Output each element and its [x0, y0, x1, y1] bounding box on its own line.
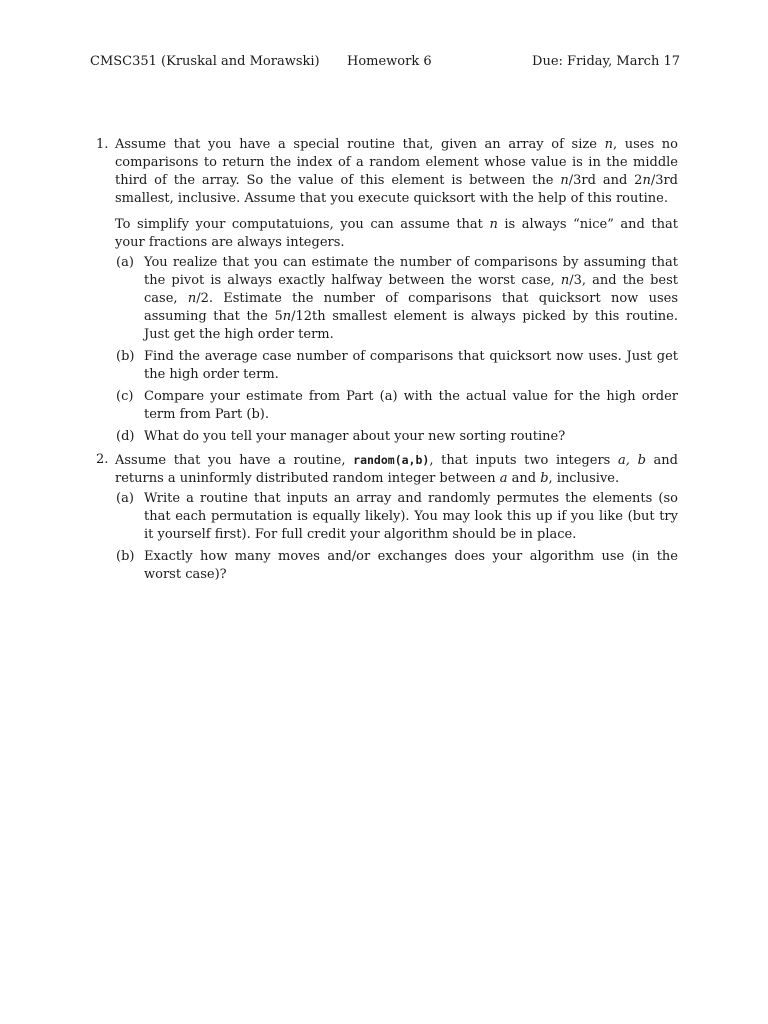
problem-number: 2. — [96, 452, 109, 467]
subpart-text: Find the average case number of comparisons that quicksort now uses. Just get the high order term. — [144, 349, 678, 382]
subpart-text: Compare your estimate from Part (a) with the actual value for the high order term from Part (b). — [144, 389, 678, 422]
subpart-c — [115, 388, 678, 424]
problem-body — [115, 451, 678, 584]
subpart-a — [115, 490, 678, 544]
due-date: Due: Friday, March 17 — [532, 54, 680, 69]
subpart-label: (c) — [116, 389, 134, 404]
problem-body — [115, 136, 678, 446]
page-header — [90, 54, 680, 72]
course-title: CMSC351 (Kruskal and Morawski) — [90, 54, 320, 69]
subpart-text: Exactly how many moves and/or exchanges does your algorithm use (in the worst case)? — [144, 549, 678, 582]
problem-paragraph: Assume that you have a special routine that, given an array of size n, uses no comparisons to return the index of a random element whose value is in the middle third of the array. So the value of this element is between the n/3rd and 2n/3rd smallest, inclusive. Assume that you execute quicksort with the help of this routine. — [115, 137, 678, 206]
problem-paragraph: To simplify your computatuions, you can assume that n is always “nice” and that your fractions are always integers. — [115, 217, 678, 250]
problem-number: 1. — [96, 137, 109, 152]
problem-paragraph: Assume that you have a routine, random(a,b), that inputs two integers a, b and returns a uninformly distributed random integer between a and b, inclusive. — [115, 453, 679, 486]
subpart-text: What do you tell your manager about your new sorting routine? — [144, 429, 566, 444]
problem-2 — [96, 451, 678, 588]
subpart-d — [115, 428, 678, 446]
subpart-label: (a) — [116, 255, 134, 270]
subpart-b — [115, 348, 678, 384]
subpart-label: (a) — [116, 491, 134, 506]
subpart-label: (b) — [116, 349, 135, 364]
subpart-text: Write a routine that inputs an array and randomly permutes the elements (so that each permutation is equally likely). You may look this up if you like (but try it yourself first). For full credit your algorithm should be in place. — [144, 491, 678, 542]
subpart-a: (a) You realize that you can estimate the number of comparisons by assuming that the pivot is always exactly halfway between the worst case, n/3, and the best case, n/2. Estimate the number of comparisons that quicksort now uses assuming that the 5n/12th smallest element is always picked by this routine. Just get the high order term. — [116, 255, 678, 342]
assignment-title: Homework 6 — [347, 54, 432, 69]
code-routine-name: random(a,b) — [353, 453, 430, 467]
subpart-label: (d) — [116, 429, 135, 444]
subpart-label: (b) — [116, 549, 135, 564]
subpart-b — [115, 548, 678, 584]
problem-1 — [96, 136, 678, 450]
